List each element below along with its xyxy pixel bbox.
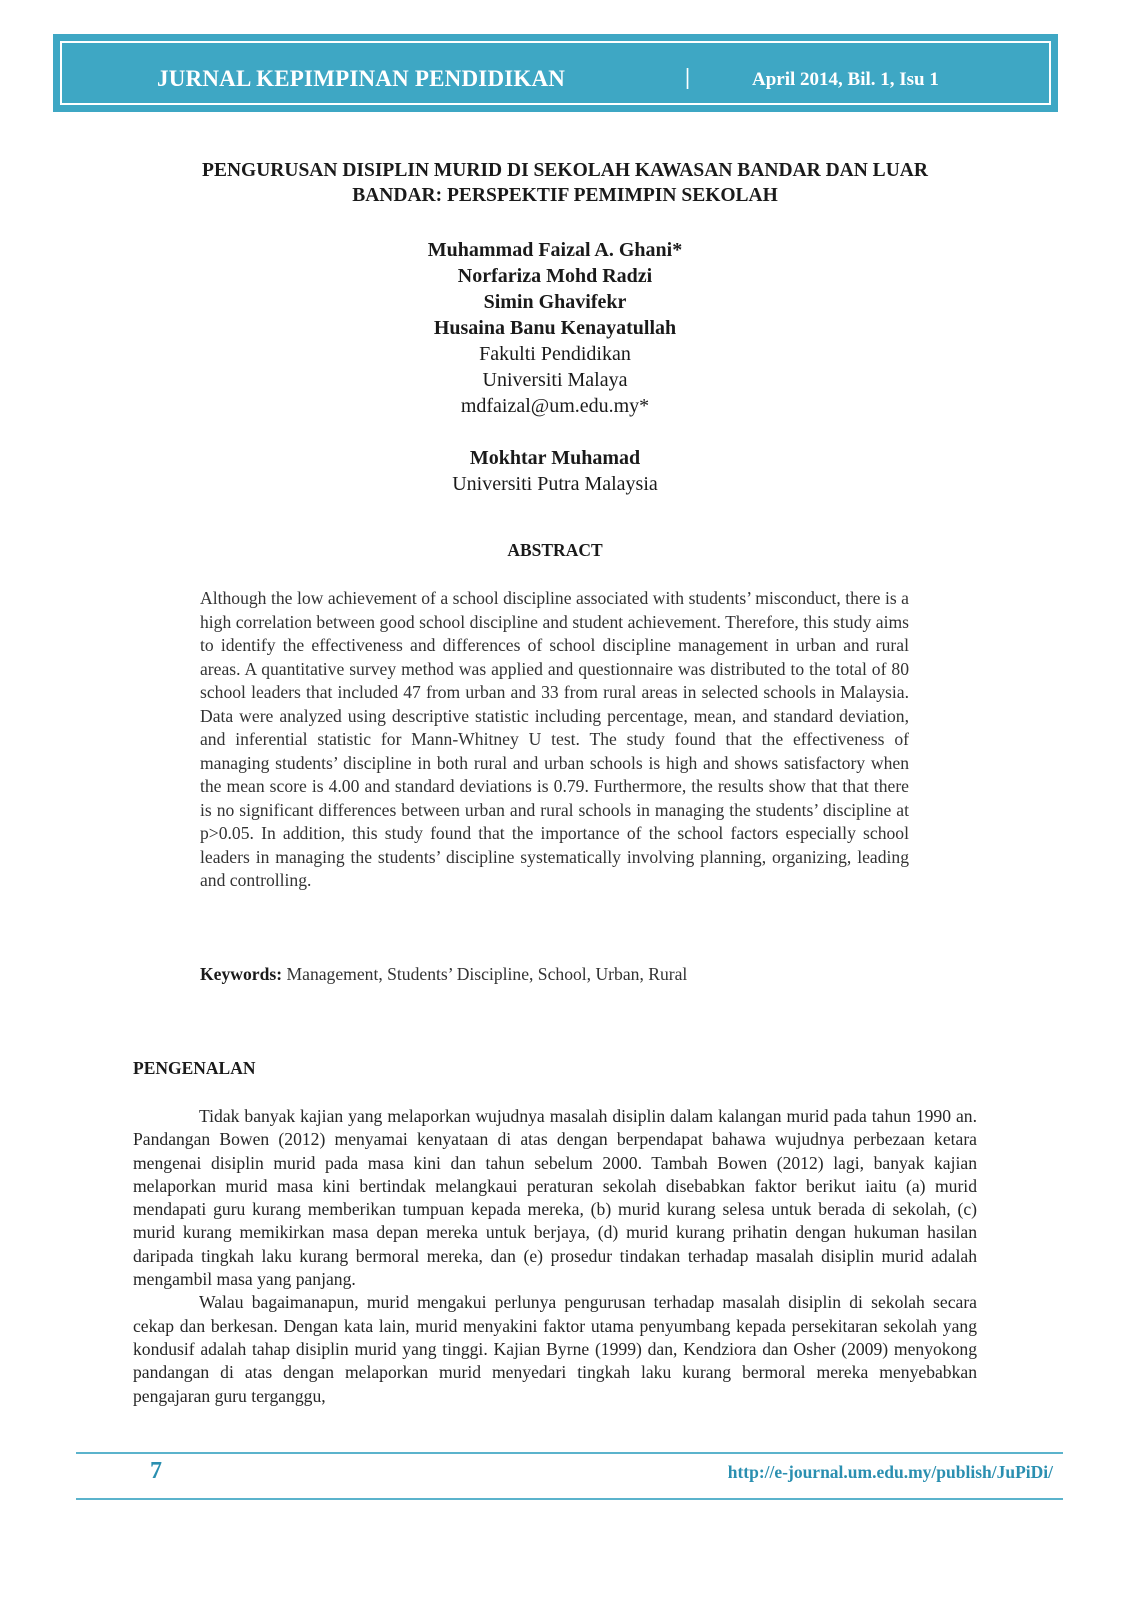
section-heading: PENGENALAN: [133, 1058, 256, 1078]
journal-issue: April 2014, Bil. 1, Isu 1: [752, 69, 939, 90]
author-email: mdfaizal@um.edu.my*: [460, 395, 650, 417]
affiliation-faculty: Fakulti Pendidikan: [479, 343, 631, 365]
footer-rule-bottom: [76, 1498, 1063, 1500]
journal-banner: [53, 34, 1058, 112]
paragraph: Tidak banyak kajian yang melaporkan wujudnya masalah disiplin dalam kalangan murid pada tahun 1990 an. Pandangan Bowen (2012) menyamai kenyataan di atas dengan berpendapat bahawa wujudnya perbezaan ketara mengenai disiplin murid pada masa kini dan tahun sebelum 2000. Tambah Bowen (2012) lagi, banyak kajian melaporkan murid masa kini bertindak melangkaui peraturan sekolah disebabkan faktor berikut iaitu (a) murid mendapati guru kurang memberikan tumpuan kepada mereka, (b) murid kurang selesa untuk berada di sekolah, (c) murid kurang memikirkan masa depan mereka untuk berjaya, (d) murid kurang prihatin dengan hukuman hasilan daripada tingkah laku kurang bermoral mereka, dan (e) prosedur tindakan terhadap masalah disiplin murid adalah mengambil masa yang panjang.: [133, 1106, 977, 1290]
intro-body: [133, 1105, 977, 1408]
paper-title: [90, 158, 1040, 208]
banner-separator: |: [685, 64, 691, 89]
author-name: Simin Ghavifekr: [483, 291, 627, 313]
journal-title: JURNAL KEPIMPINAN PENDIDIKAN: [157, 66, 566, 91]
keywords: [200, 963, 909, 987]
author-block: [150, 237, 960, 497]
footer-rule-top: [76, 1452, 1063, 1454]
banner-frame: [60, 41, 1051, 105]
keywords-list: Management, Students’ Discipline, School, Urban, Rural: [282, 964, 688, 984]
paper-title-line-1: PENGURUSAN DISIPLIN MURID DI SEKOLAH KAWASAN BANDAR DAN LUAR: [202, 160, 928, 181]
author-name: Mokhtar Muhamad: [469, 447, 641, 469]
abstract-text: Although the low achievement of a school discipline associated with students’ misconduct, there is a high correlation between good school discipline and student achievement. Therefore, this study aims to identify the effectiveness and differences of school discipline management in urban and rural areas. A quantitative survey method was applied and questionnaire was distributed to the total of 80 school leaders that included 47 from urban and 33 from rural areas in selected schools in Malaysia. Data were analyzed using descriptive statistic including percentage, mean, and standard deviation, and inferential statistic for Mann-Whitney U test. The study found that the effectiveness of managing students’ discipline in both rural and urban schools is high and shows satisfactory when the mean score is 4.00 and standard deviations is 0.79. Furthermore, the results show that that there is no significant differences between urban and rural schools in managing the students’ discipline at p>0.05. In addition, this study found that the importance of the school factors especially school leaders in managing the students’ discipline systematically involving planning, organizing, leading and controlling.: [200, 588, 909, 890]
paragraph: Walau bagaimanapun, murid mengakui perlunya pengurusan terhadap masalah disiplin di sekolah secara cekap dan berkesan. Dengan kata lain, murid menyakini faktor utama penyumbang kepada persekitaran sekolah yang kondusif adalah tahap disiplin murid yang tinggi. Kajian Byrne (1999) dan, Kendziora dan Osher (2009) menyokong pandangan di atas dengan melaporkan murid menyedari tingkah laku kurang bermoral mereka menyebabkan pengajaran guru terganggu,: [133, 1292, 977, 1406]
affiliation-university: Universiti Malaya: [482, 369, 628, 391]
abstract-heading: ABSTRACT: [507, 540, 603, 560]
keywords-label: Keywords:: [200, 964, 283, 984]
affiliation-university-2: Universiti Putra Malaysia: [452, 473, 658, 495]
author-name: Husaina Banu Kenayatullah: [433, 317, 677, 339]
author-name: Norfariza Mohd Radzi: [457, 265, 653, 287]
journal-url-link[interactable]: http://e-journal.um.edu.my/publish/JuPiDi/: [727, 1462, 1053, 1482]
paper-title-line-2: BANDAR: PERSPEKTIF PEMIMPIN SEKOLAH: [352, 185, 778, 206]
author-name: Muhammad Faizal A. Ghani*: [427, 239, 683, 261]
page-number: 7: [150, 1458, 162, 1484]
